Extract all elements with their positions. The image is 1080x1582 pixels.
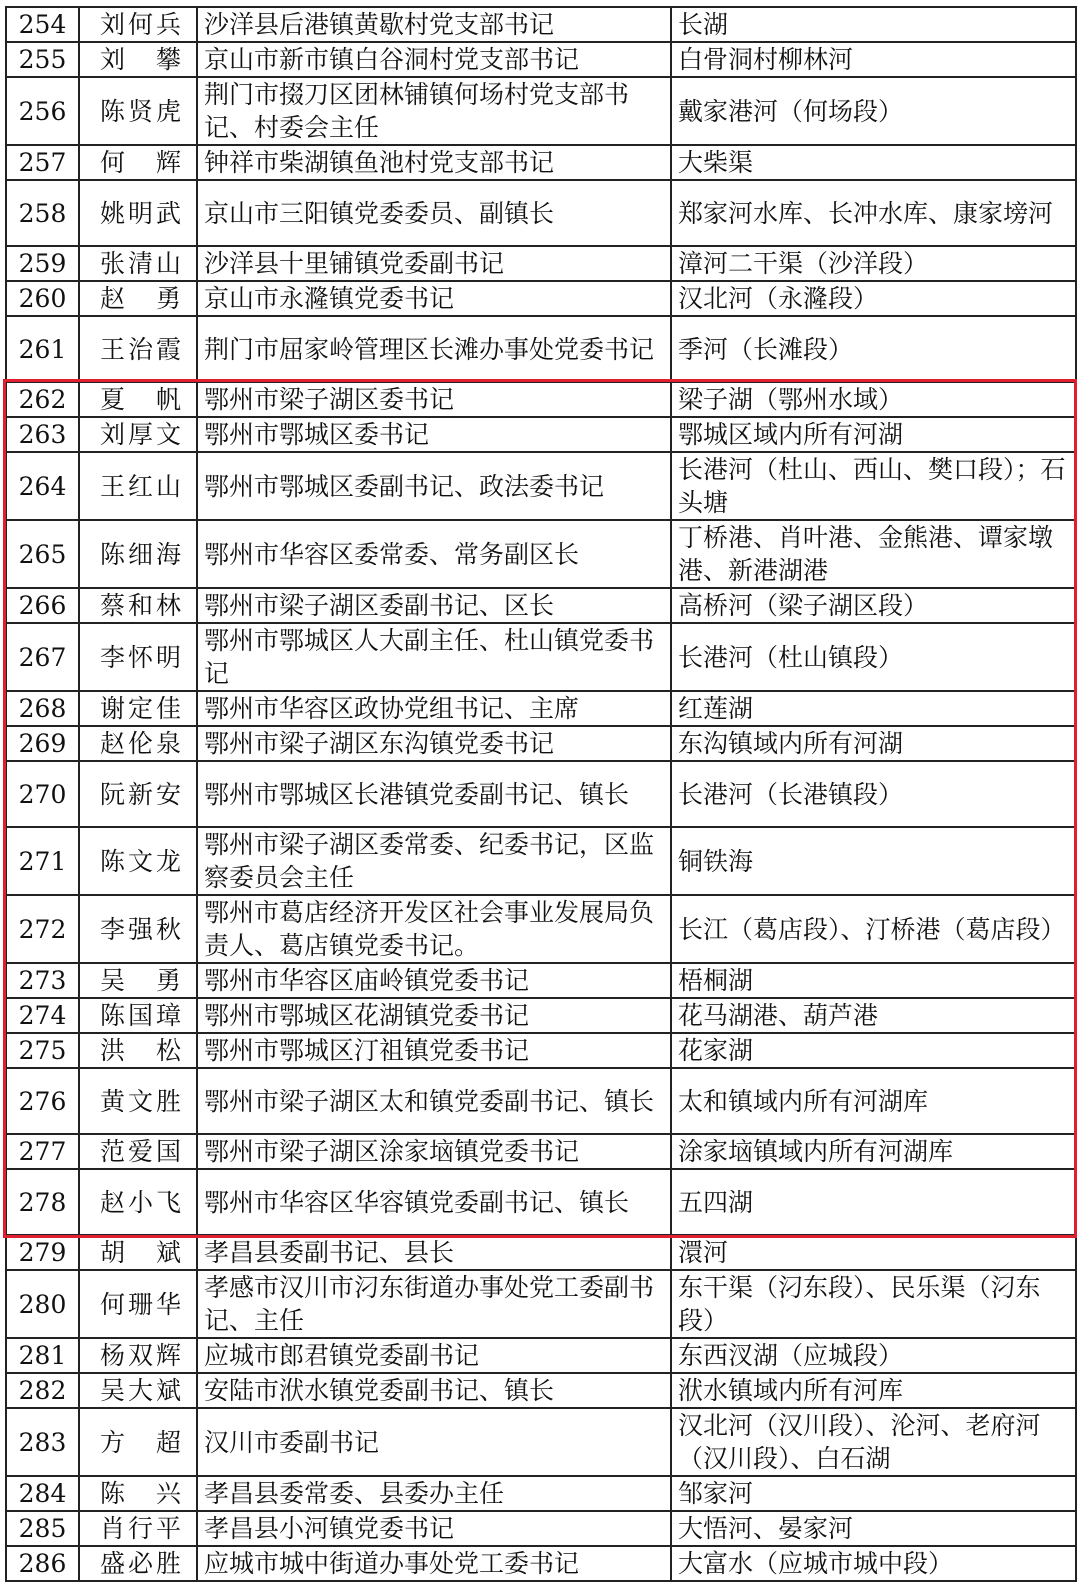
person-name: 洪 松 [79,1033,197,1068]
table-row [6,77,1076,145]
river-lake-name: 东西汊湖（应城段） [671,1338,1076,1373]
river-lake-name: 红莲湖 [671,691,1076,726]
person-name: 王治霞 [79,316,197,382]
river-lake-name: 长江（葛店段）、汀桥港（葛店段） [671,895,1076,963]
person-name: 刘 攀 [79,42,197,77]
person-name: 谢定佳 [79,691,197,726]
position-title: 荆门市屈家岭管理区长滩办事处党委书记 [197,316,671,382]
table-row [6,1476,1076,1511]
river-lake-name: 汉北河（汉川段）、沦河、老府河（汉川段）、白石湖 [671,1408,1076,1476]
river-lake-name: 东干渠（汈东段）、民乐渠（汈东段） [671,1270,1076,1338]
river-lake-name: 涂家垴镇域内所有河湖库 [671,1134,1076,1169]
row-number: 275 [6,1033,79,1068]
row-number: 276 [6,1068,79,1134]
person-name: 陈细海 [79,520,197,588]
position-title: 鄂州市梁子湖区涂家垴镇党委书记 [197,1134,671,1169]
row-number: 268 [6,691,79,726]
position-title: 鄂州市华容区华容镇党委副书记、镇长 [197,1169,671,1235]
river-lake-name: 长港河（杜山、西山、樊口段）；石头塘 [671,452,1076,520]
row-number: 256 [6,77,79,145]
person-name: 王红山 [79,452,197,520]
river-lake-name: 长湖 [671,7,1076,42]
river-lake-name: 汉北河（永漋段） [671,281,1076,316]
table-row [6,1068,1076,1134]
river-chief-table [5,6,1077,1582]
row-number: 282 [6,1373,79,1408]
table-row [6,691,1076,726]
row-number: 265 [6,520,79,588]
row-number: 260 [6,281,79,316]
person-name: 陈文龙 [79,827,197,895]
river-lake-name: 五四湖 [671,1169,1076,1235]
row-number: 274 [6,998,79,1033]
table-row [6,42,1076,77]
row-number: 283 [6,1408,79,1476]
person-name: 夏 帆 [79,382,197,417]
row-number: 284 [6,1476,79,1511]
person-name: 何 辉 [79,145,197,180]
table-row [6,588,1076,623]
row-number: 270 [6,761,79,827]
river-lake-name: 澴河 [671,1235,1076,1270]
table-row [6,1270,1076,1338]
table-row [6,1546,1076,1581]
river-lake-name: 大悟河、晏家河 [671,1511,1076,1546]
position-title: 鄂州市梁子湖区委常委、纪委书记，区监察委员会主任 [197,827,671,895]
table-row [6,281,1076,316]
river-lake-name: 季河（长滩段） [671,316,1076,382]
row-number: 280 [6,1270,79,1338]
person-name: 张清山 [79,246,197,281]
person-name: 刘何兵 [79,7,197,42]
position-title: 鄂州市鄂城区汀祖镇党委书记 [197,1033,671,1068]
river-lake-name: 长港河（长港镇段） [671,761,1076,827]
river-lake-name: 邹家河 [671,1476,1076,1511]
table-row [6,246,1076,281]
table-row [6,1338,1076,1373]
river-lake-name: 铜铁海 [671,827,1076,895]
row-number: 271 [6,827,79,895]
position-title: 鄂州市华容区庙岭镇党委书记 [197,963,671,998]
river-lake-name: 漳河二干渠（沙洋段） [671,246,1076,281]
position-title: 钟祥市柴湖镇鱼池村党支部书记 [197,145,671,180]
table-row [6,7,1076,42]
position-title: 鄂州市鄂城区委副书记、政法委书记 [197,452,671,520]
table-row [6,1235,1076,1270]
position-title: 孝昌县委常委、县委办主任 [197,1476,671,1511]
river-lake-name: 花马湖港、葫芦港 [671,998,1076,1033]
table-row [6,895,1076,963]
person-name: 何珊华 [79,1270,197,1338]
position-title: 京山市三阳镇党委委员、副镇长 [197,180,671,246]
row-number: 267 [6,623,79,691]
row-number: 286 [6,1546,79,1581]
position-title: 沙洋县十里铺镇党委副书记 [197,246,671,281]
table-row [6,417,1076,452]
position-title: 鄂州市葛店经济开发区社会事业发展局负责人、葛店镇党委书记。 [197,895,671,963]
row-number: 255 [6,42,79,77]
table-row [6,998,1076,1033]
person-name: 赵小飞 [79,1169,197,1235]
person-name: 盛必胜 [79,1546,197,1581]
position-title: 鄂州市华容区政协党组书记、主席 [197,691,671,726]
person-name: 阮新安 [79,761,197,827]
row-number: 272 [6,895,79,963]
table-row [6,726,1076,761]
river-lake-name: 大富水（应城市城中段） [671,1546,1076,1581]
position-title: 荆门市掇刀区团林铺镇何场村党支部书记、村委会主任 [197,77,671,145]
position-title: 鄂州市鄂城区花湖镇党委书记 [197,998,671,1033]
table-row [6,145,1076,180]
person-name: 赵 勇 [79,281,197,316]
position-title: 鄂州市梁子湖区委副书记、区长 [197,588,671,623]
row-number: 257 [6,145,79,180]
table-row [6,1511,1076,1546]
river-lake-name: 郑家河水库、长冲水库、康家塝河 [671,180,1076,246]
position-title: 应城市郎君镇党委副书记 [197,1338,671,1373]
person-name: 杨双辉 [79,1338,197,1373]
row-number: 279 [6,1235,79,1270]
river-lake-name: 丁桥港、肖叶港、金熊港、谭家墩港、新港湖港 [671,520,1076,588]
river-lake-name: 梁子湖（鄂州水域） [671,382,1076,417]
person-name: 李怀明 [79,623,197,691]
position-title: 鄂州市梁子湖区东沟镇党委书记 [197,726,671,761]
position-title: 鄂州市鄂城区委书记 [197,417,671,452]
position-title: 鄂州市鄂城区人大副主任、杜山镇党委书记 [197,623,671,691]
row-number: 258 [6,180,79,246]
river-lake-name: 白骨洞村柳林河 [671,42,1076,77]
position-title: 孝昌县小河镇党委书记 [197,1511,671,1546]
river-lake-name: 梧桐湖 [671,963,1076,998]
row-number: 269 [6,726,79,761]
person-name: 吴大斌 [79,1373,197,1408]
position-title: 京山市新市镇白谷洞村党支部书记 [197,42,671,77]
river-lake-name: 太和镇域内所有河湖库 [671,1068,1076,1134]
position-title: 安陆市洑水镇党委副书记、镇长 [197,1373,671,1408]
table-row [6,316,1076,382]
river-lake-name: 洑水镇域内所有河库 [671,1373,1076,1408]
river-lake-name: 鄂城区域内所有河湖 [671,417,1076,452]
river-lake-name: 东沟镇域内所有河湖 [671,726,1076,761]
position-title: 汉川市委副书记 [197,1408,671,1476]
row-number: 264 [6,452,79,520]
position-title: 孝感市汉川市汈东街道办事处党工委副书记、主任 [197,1270,671,1338]
person-name: 范爱国 [79,1134,197,1169]
table-row [6,1033,1076,1068]
position-title: 京山市永漋镇党委书记 [197,281,671,316]
row-number: 254 [6,7,79,42]
row-number: 281 [6,1338,79,1373]
river-lake-name: 花家湖 [671,1033,1076,1068]
person-name: 赵伦泉 [79,726,197,761]
person-name: 肖行平 [79,1511,197,1546]
row-number: 266 [6,588,79,623]
person-name: 姚明武 [79,180,197,246]
row-number: 277 [6,1134,79,1169]
position-title: 应城市城中街道办事处党工委书记 [197,1546,671,1581]
table-row [6,623,1076,691]
river-lake-name: 高桥河（梁子湖区段） [671,588,1076,623]
person-name: 李强秋 [79,895,197,963]
table-row [6,382,1076,417]
river-lake-name: 长港河（杜山镇段） [671,623,1076,691]
row-number: 285 [6,1511,79,1546]
row-number: 262 [6,382,79,417]
person-name: 陈国璋 [79,998,197,1033]
table-row [6,1373,1076,1408]
row-number: 263 [6,417,79,452]
person-name: 陈 兴 [79,1476,197,1511]
position-title: 沙洋县后港镇黄歇村党支部书记 [197,7,671,42]
table-row [6,1408,1076,1476]
person-name: 胡 斌 [79,1235,197,1270]
row-number: 261 [6,316,79,382]
table-row [6,180,1076,246]
river-lake-name: 戴家港河（何场段） [671,77,1076,145]
person-name: 蔡和林 [79,588,197,623]
table-row [6,520,1076,588]
table-row [6,452,1076,520]
table-row [6,1169,1076,1235]
position-title: 鄂州市鄂城区长港镇党委副书记、镇长 [197,761,671,827]
position-title: 鄂州市梁子湖区委书记 [197,382,671,417]
person-name: 吴 勇 [79,963,197,998]
position-title: 鄂州市梁子湖区太和镇党委副书记、镇长 [197,1068,671,1134]
table-row [6,827,1076,895]
table-row [6,963,1076,998]
row-number: 278 [6,1169,79,1235]
position-title: 鄂州市华容区委常委、常务副区长 [197,520,671,588]
row-number: 273 [6,963,79,998]
position-title: 孝昌县委副书记、县长 [197,1235,671,1270]
person-name: 陈贤虎 [79,77,197,145]
river-lake-name: 大柴渠 [671,145,1076,180]
person-name: 方 超 [79,1408,197,1476]
row-number: 259 [6,246,79,281]
person-name: 刘厚文 [79,417,197,452]
person-name: 黄文胜 [79,1068,197,1134]
table-row [6,761,1076,827]
table-row [6,1134,1076,1169]
